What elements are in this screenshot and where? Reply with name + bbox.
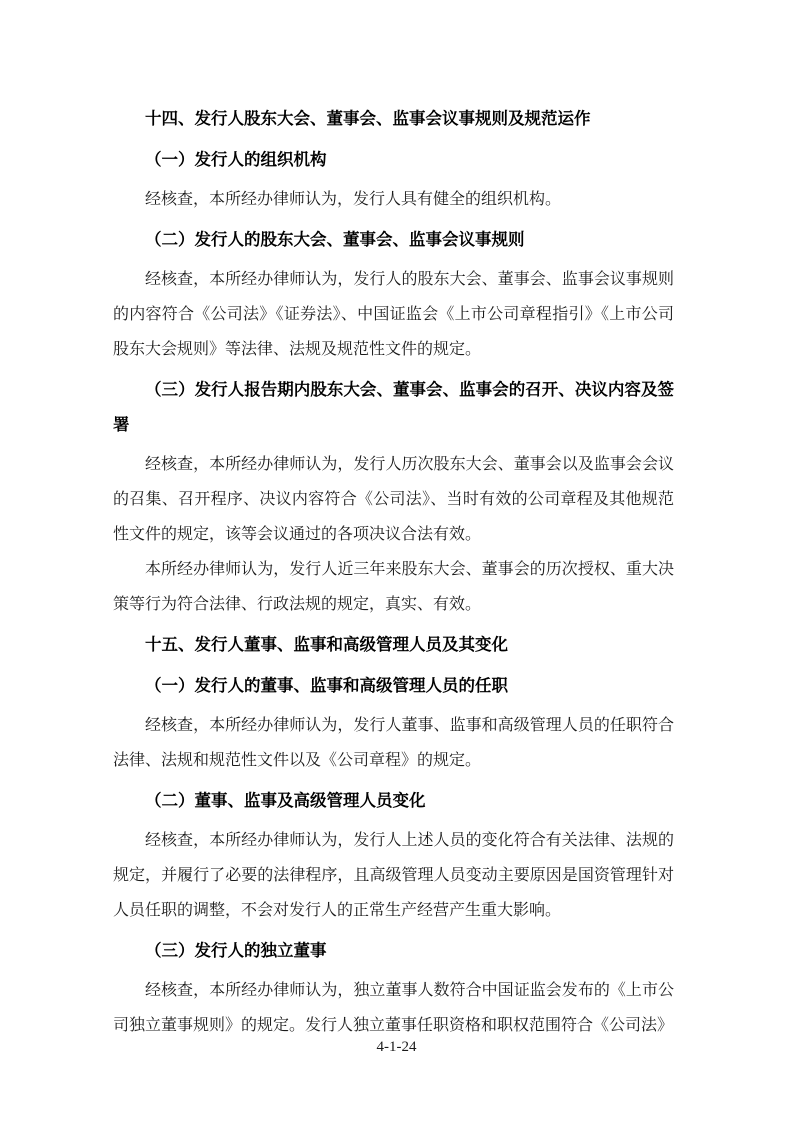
subsection-heading-14-1: （一）发行人的组织机构 [145,151,327,169]
paragraph-14-3a: 经核查，本所经办律师认为，发行人历次股东大会、董事会以及监事会会议的召集、召开程序、决议内容符合《公司法》、当时有效的公司章程及其他规范性文件的规定，该等会议通过的各项决议合法有效。 [113,456,674,543]
paragraph-15-3: 经核查，本所经办律师认为，独立董事人数符合中国证监会发布的《上市公司独立董事规则》的规定。发行人独立董事任职资格和职权范围符合《公司法》 [113,982,674,1034]
paragraph-15-2: 经核查，本所经办律师认为，发行人上述人员的变化符合有关法律、法规的规定，并履行了必要的法律程序，且高级管理人员变动主要原因是国资管理针对人员任职的调整，不会对发行人的正常生产经营产生重大影响。 [113,832,674,919]
subsection-heading-14-2: （二）发行人的股东大会、董事会、监事会议事规则 [145,231,525,249]
subsection-heading-15-3: （三）发行人的独立董事 [145,942,327,960]
document-body [113,102,674,1043]
subsection-heading-14-3: （三）发行人报告期内股东大会、董事会、监事会的召开、决议内容及签署 [113,381,674,434]
paragraph-14-1: 经核查，本所经办律师认为，发行人具有健全的组织机构。 [145,191,562,208]
paragraph-14-2: 经核查，本所经办律师认为，发行人的股东大会、董事会、监事会议事规则的内容符合《公司法》《证券法》、中国证监会《上市公司章程指引》《上市公司股东大会规则》等法律、法规及规范性文件的规定。 [113,271,674,358]
section-heading-15: 十五、发行人董事、监事和高级管理人员及其变化 [145,636,508,654]
paragraph-15-1: 经核查，本所经办律师认为，发行人董事、监事和高级管理人员的任职符合法律、法规和规范性文件以及《公司章程》的规定。 [113,717,674,769]
section-heading-14: 十四、发行人股东大会、董事会、监事会议事规则及规范运作 [145,110,591,128]
page-number: 4-1-24 [376,1039,417,1055]
paragraph-14-3b: 本所经办律师认为，发行人近三年来股东大会、董事会的历次授权、重大决策等行为符合法律、行政法规的规定，真实、有效。 [113,561,674,613]
subsection-heading-15-1: （一）发行人的董事、监事和高级管理人员的任职 [145,677,508,695]
subsection-heading-15-2: （二）董事、监事及高级管理人员变化 [145,792,426,810]
